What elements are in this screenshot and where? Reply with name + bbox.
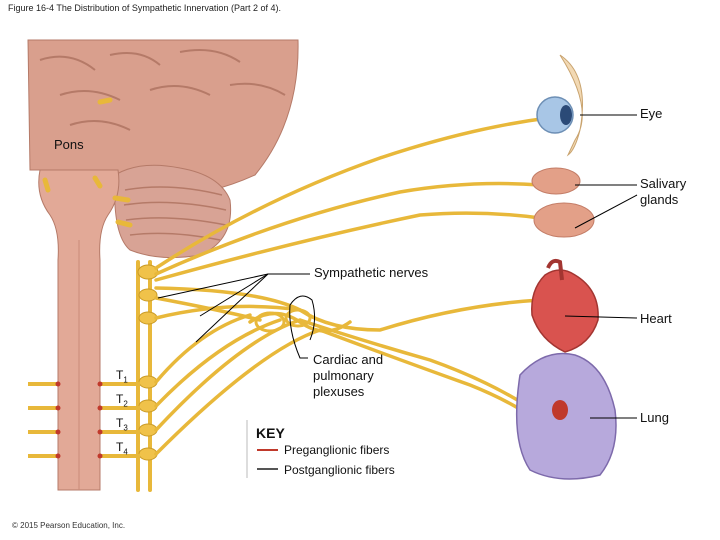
segment-label-t2: $T_2$ [116, 392, 128, 409]
salivary-glands [532, 168, 594, 237]
copyright-notice: © 2015 Pearson Education, Inc. [12, 521, 126, 530]
key-postganglionic: Postganglionic fibers [284, 463, 395, 477]
figure-caption: Figure 16-4 The Distribution of Sympathetic Innervation (Part 2 of 4). [8, 3, 281, 13]
label-salivary-glands: Salivary glands [640, 176, 687, 207]
label-eye: Eye [640, 106, 663, 121]
label-plexuses: Cardiac and pulmonary plexuses [313, 352, 384, 399]
segment-label-t1: $T_1$ [116, 368, 128, 385]
label-sympathetic-nerves: Sympathetic nerves [314, 265, 429, 280]
label-pons: Pons [54, 137, 84, 152]
label-lung: Lung [640, 410, 669, 425]
eye [537, 55, 583, 155]
label-heart: Heart [640, 311, 672, 326]
key-title: KEY [256, 425, 285, 441]
key-preganglionic: Preganglionic fibers [284, 443, 390, 457]
spinal-cord [39, 170, 119, 490]
lung [517, 354, 616, 479]
segment-label-t3: $T_3$ [116, 416, 128, 433]
segment-label-t4: $T_4$ [116, 440, 128, 457]
heart [532, 261, 598, 352]
